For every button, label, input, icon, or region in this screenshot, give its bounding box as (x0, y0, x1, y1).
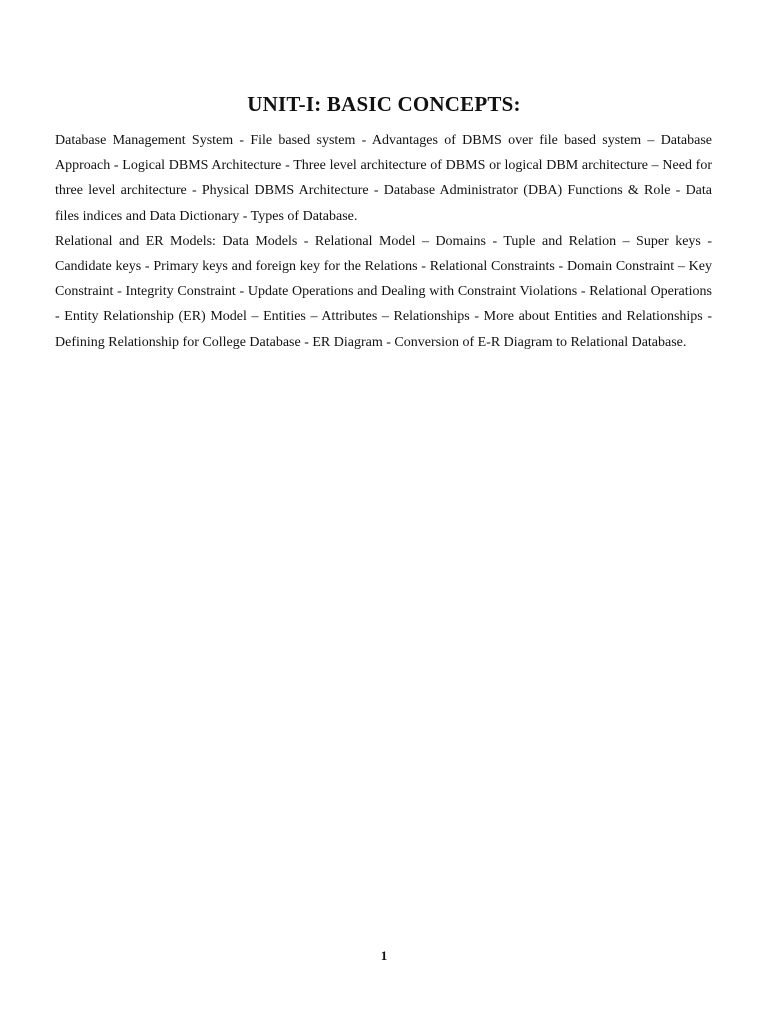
page-title: UNIT-I: BASIC CONCEPTS: (247, 92, 521, 116)
syllabus-body (55, 128, 712, 355)
paragraph-dbms-basics: Database Management System - File based system - Advantages of DBMS over file based system – Database Approach - Logical DBMS Architecture - Three level architecture of DBMS or logical DBM architecture – Need for three level architecture - Physical DBMS Architecture - Database Administrator (DBA) Functions & Role - Data files indices and Data Dictionary - Types of Database. (55, 133, 712, 224)
paragraph-relational-er-models: Relational and ER Models: Data Models - Relational Model – Domains - Tuple and Relation – Super keys - Candidate keys - Primary keys and foreign key for the Relations - Relational Constraints - Domain Constraint – Key Constraint - Integrity Constraint - Update Operations and Dealing with Constraint Violations - Relational Operations - Entity Relationship (ER) Model – Entities – Attributes – Relationships - More about Entities and Relationships - Defining Relationship for College Database - ER Diagram - Conversion of E-R Diagram to Relational Database. (55, 233, 712, 350)
page-number: 1 (380, 948, 388, 963)
